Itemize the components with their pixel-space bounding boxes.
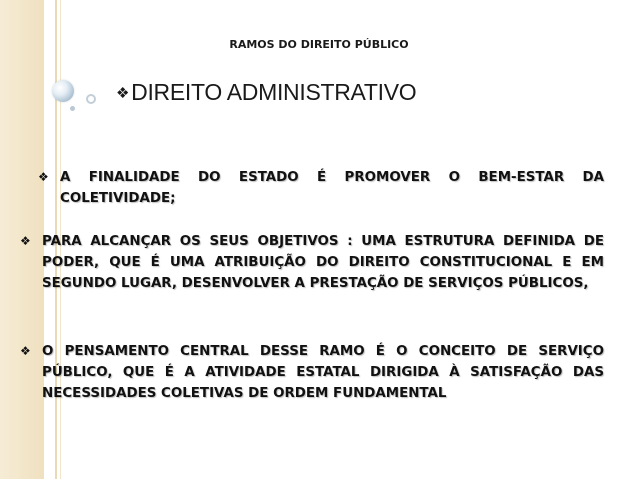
slide-subtitle xyxy=(116,79,416,106)
diamond-bullet-icon: ❖ xyxy=(38,170,49,184)
bullet-item-finalidade xyxy=(38,167,604,209)
diamond-bullet-icon: ❖ xyxy=(20,234,31,248)
subtitle-text: DIREITO ADMINISTRATIVO xyxy=(131,79,417,105)
bullet-text: O PENSAMENTO CENTRAL DESSE RAMO É O CONCEITO DE SERVIÇO PÚBLICO, QUE É A ATIVIDADE ESTATAL DIRIGIDA À SATISFAÇÃO DAS NECESSIDADES COLETIVAS DE ORDEM FUNDAMENTAL xyxy=(42,344,604,401)
slide-title: RAMOS DO DIREITO PÚBLICO xyxy=(229,38,409,51)
bullet-item-pensamento xyxy=(20,341,604,404)
circle-orb-icon xyxy=(52,80,74,102)
ring-orb-icon xyxy=(86,94,96,104)
bullet-text: PARA ALCANÇAR OS SEUS OBJETIVOS : UMA ESTRUTURA DEFINIDA DE PODER, QUE É UMA ATRIBUIÇÃO DO DIREITO CONSTITUCIONAL E EM SEGUNDO LUGAR, DESENVOLVER A PRESTAÇÃO DE SERVIÇOS PÚBLICOS, xyxy=(42,234,604,291)
diamond-bullet-icon: ❖ xyxy=(116,85,130,102)
dot-orb-icon xyxy=(70,106,75,111)
bullet-text: A FINALIDADE DO ESTADO É PROMOVER O BEM-ESTAR DA COLETIVIDADE; xyxy=(60,170,604,206)
bullet-item-objetivos xyxy=(20,231,604,294)
diamond-bullet-icon: ❖ xyxy=(20,344,31,358)
